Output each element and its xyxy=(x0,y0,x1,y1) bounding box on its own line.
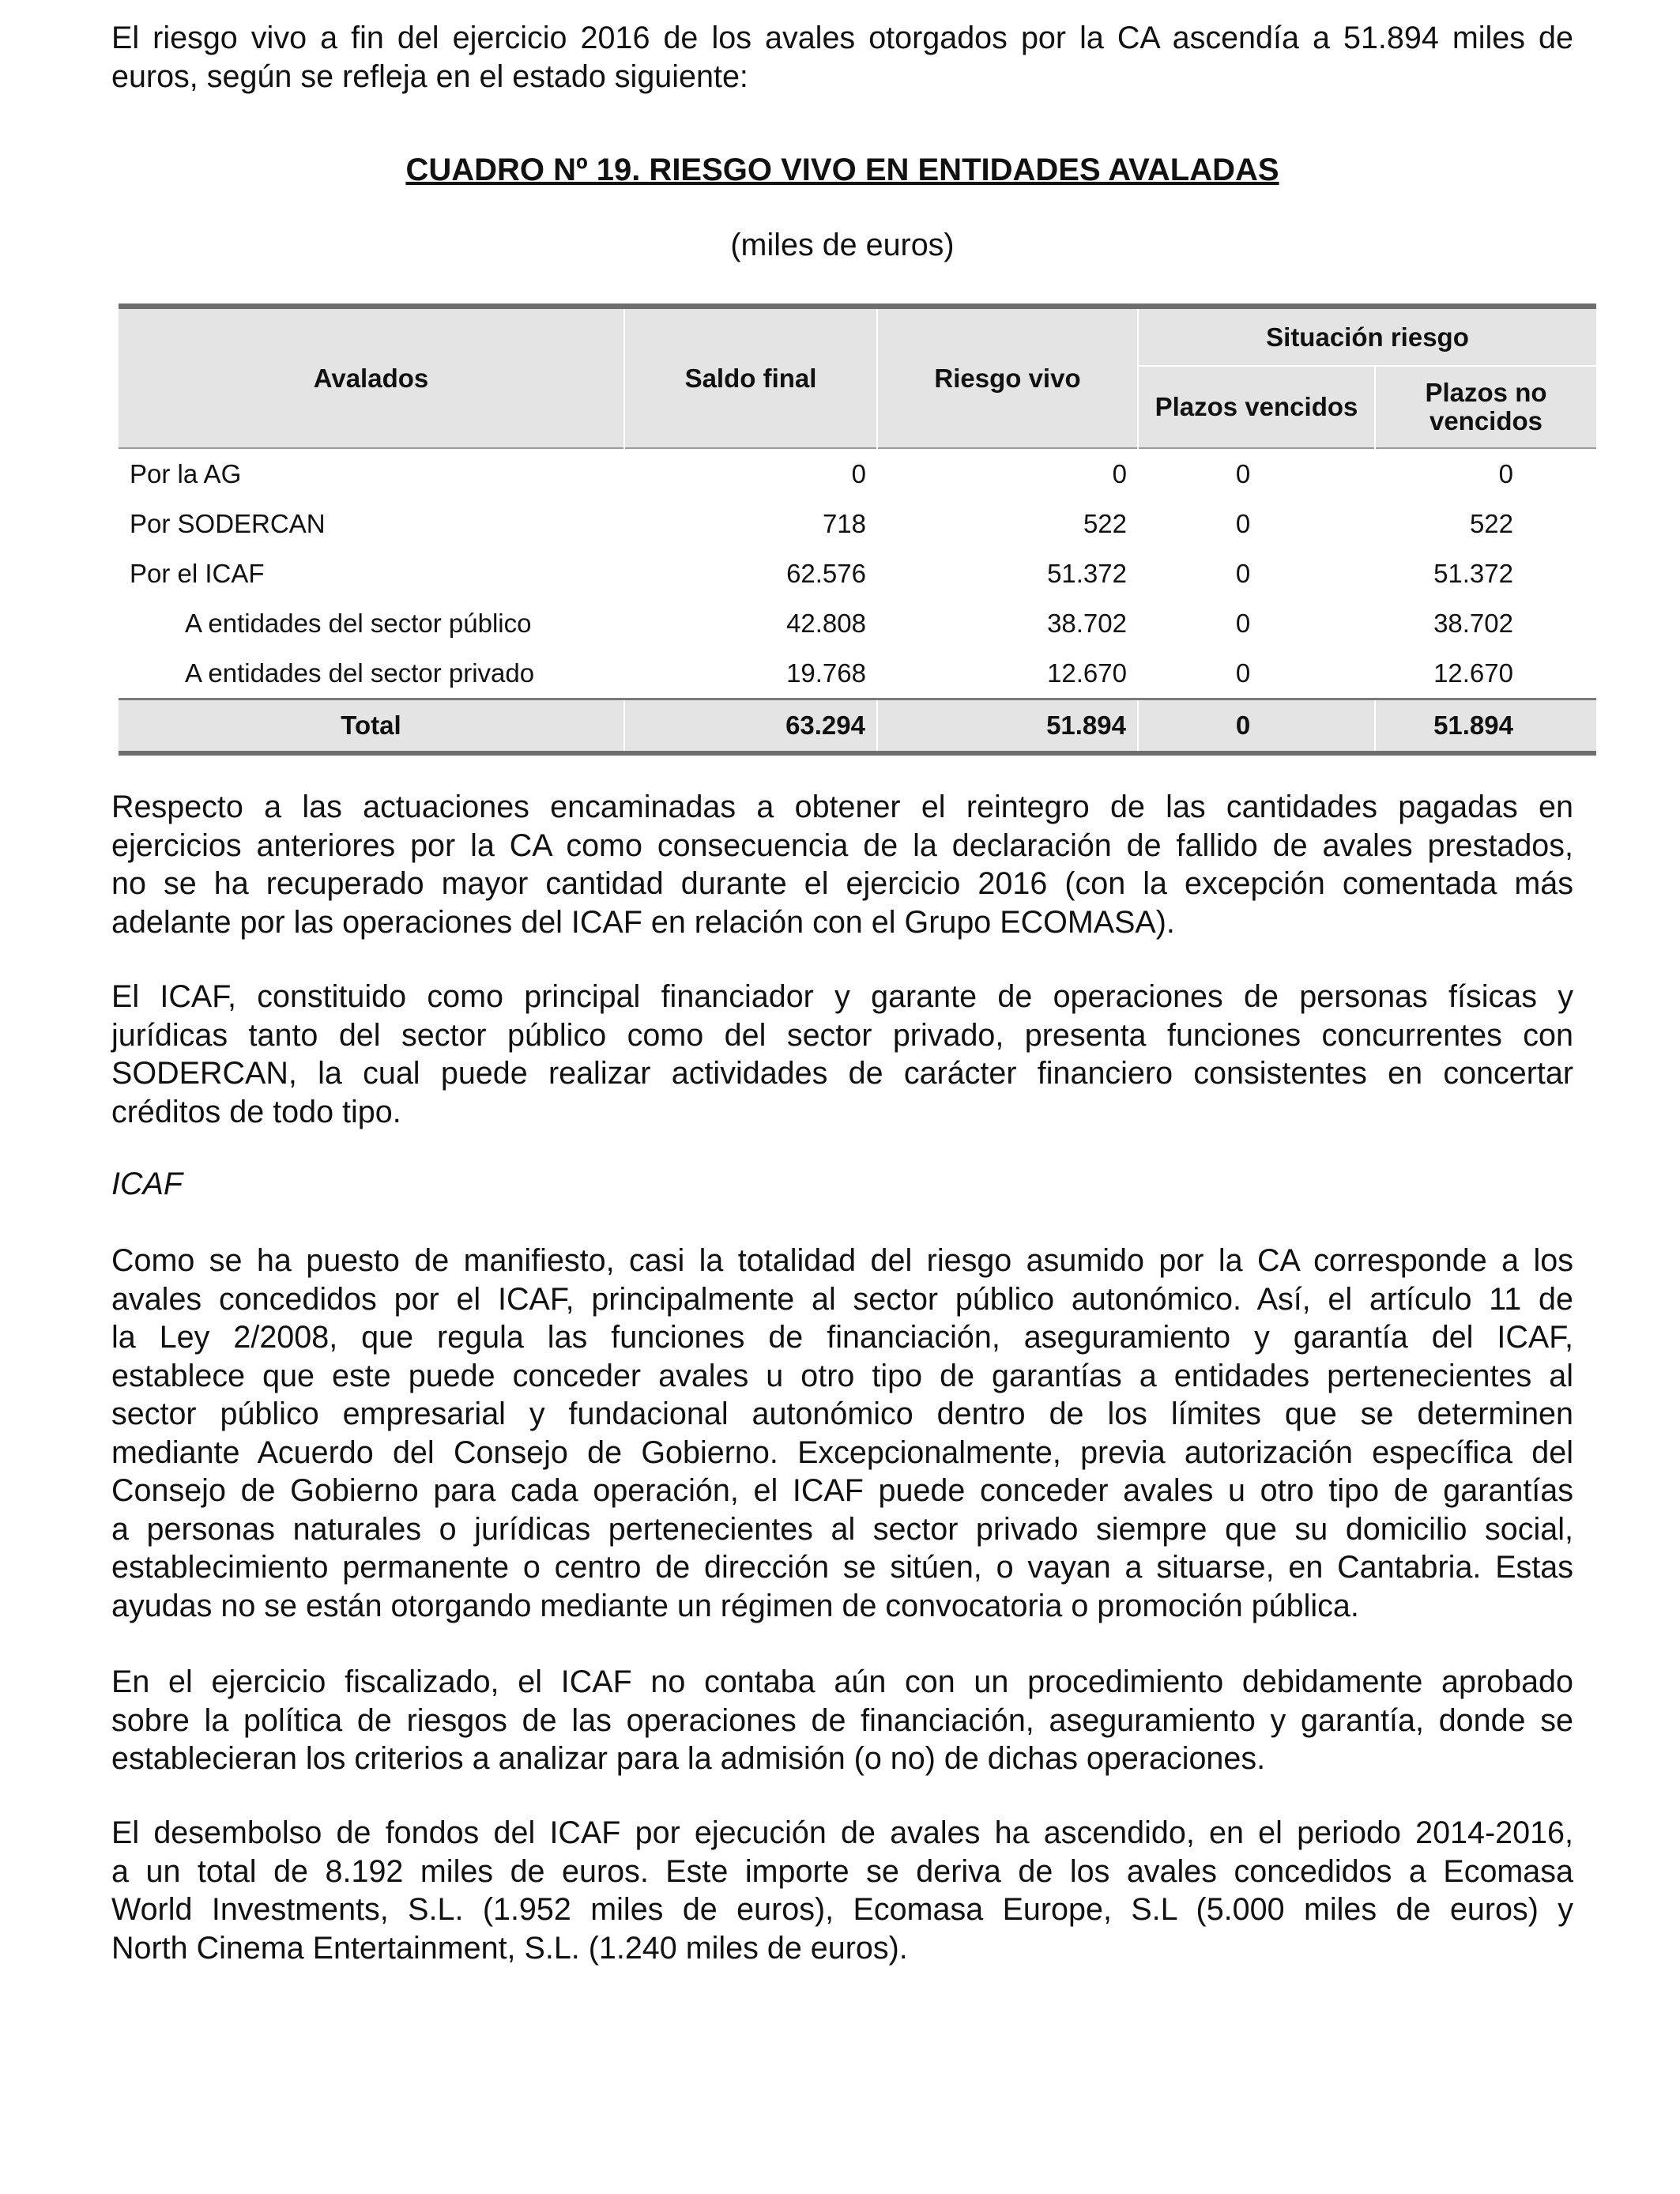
paragraph-line: establecimiento permanente o centro de dirección se sitúen, o vayan a situarse, en Cantabria. Estas xyxy=(111,1550,1573,1585)
total-saldo-final: 63.294 xyxy=(624,699,877,754)
table-row xyxy=(119,548,1596,598)
table-row xyxy=(119,598,1596,648)
cell-plazos-no-vencidos: 522 xyxy=(1469,508,1513,538)
paragraph-riesgo-icaf xyxy=(111,1242,1573,1625)
paragraph-procedimiento xyxy=(111,1663,1573,1778)
paragraph-line: En el ejercicio fiscalizado, el ICAF no contaba aún con un procedimiento debidamente aprobado xyxy=(111,1664,1573,1699)
header-saldo-final: Saldo final xyxy=(624,307,877,449)
total-plazos-no-vencidos: 51.894 xyxy=(1375,699,1596,754)
paragraph-line: mediante Acuerdo del Consejo de Gobierno. Excepcionalmente, previa autorización específica del xyxy=(111,1434,1573,1470)
total-riesgo-vivo: 51.894 xyxy=(877,699,1138,754)
paragraph-line: El ICAF, constituido como principal financiador y garante de operaciones de personas físicas y xyxy=(111,979,1573,1014)
intro-line: euros, según se refleja en el estado siguiente: xyxy=(111,58,748,94)
paragraph-line: Respecto a las actuaciones encaminadas a obtener el reintegro de las cantidades pagadas en xyxy=(111,790,1573,824)
intro-paragraph xyxy=(111,19,1573,96)
risk-table xyxy=(119,303,1596,756)
paragraph-line: North Cinema Entertainment, S.L. (1.240 miles de euros). xyxy=(111,1930,908,1966)
paragraph-line: sector público empresarial y fundacional autonómico dentro de los límites que se determinen xyxy=(111,1397,1573,1431)
cell-saldo-final: 19.768 xyxy=(786,658,866,688)
row-label: Por SODERCAN xyxy=(130,508,326,538)
paragraph-line: créditos de todo tipo. xyxy=(111,1094,401,1129)
paragraph-desembolso xyxy=(111,1814,1573,1967)
paragraph-reintegro xyxy=(111,788,1573,941)
paragraph-line: adelante por las operaciones del ICAF en relación con el Grupo ECOMASA). xyxy=(111,904,1175,940)
intro-line: El riesgo vivo a fin del ejercicio 2016 de los avales otorgados por la CA ascendía a 51.894 miles de xyxy=(111,21,1573,55)
cell-plazos-vencidos: 0 xyxy=(1235,658,1251,688)
paragraph-line: la Ley 2/2008, que regula las funciones de financiación, aseguramiento y garantía del ICAF, xyxy=(111,1320,1573,1355)
row-label: A entidades del sector privado xyxy=(185,658,535,688)
cell-plazos-no-vencidos: 51.372 xyxy=(1433,558,1513,588)
table-row xyxy=(119,648,1596,699)
paragraph-line: ayudas no se están otorgando mediante un régimen de convocatoria o promoción pública. xyxy=(111,1588,1359,1623)
paragraph-line: World Investments, S.L. (1.952 miles de euros), Ecomasa Europe, S.L (5.000 miles de euros) y xyxy=(111,1892,1573,1927)
cell-plazos-no-vencidos: 0 xyxy=(1375,448,1596,499)
paragraph-line: no se ha recuperado mayor cantidad durante el ejercicio 2016 (con la excepción comentada más xyxy=(111,866,1573,901)
header-riesgo-vivo: Riesgo vivo xyxy=(877,307,1138,449)
paragraph-line: El desembolso de fondos del ICAF por ejecución de avales ha ascendido, en el periodo 2014-2016, xyxy=(111,1815,1573,1850)
cell-riesgo-vivo: 12.670 xyxy=(1047,658,1127,688)
total-label: Total xyxy=(119,699,624,754)
table-caption: CUADRO Nº 19. RIESGO VIVO EN ENTIDADES AVALADAS xyxy=(405,153,1279,187)
cell-plazos-no-vencidos: 38.702 xyxy=(1433,608,1513,638)
row-label: A entidades del sector público xyxy=(185,608,532,638)
row-label: Por la AG xyxy=(119,448,624,499)
table-units: (miles de euros) xyxy=(730,228,955,262)
paragraph-line: establecieran los criterios a analizar para la admisión (o no) de dichas operaciones. xyxy=(111,1741,1266,1776)
cell-saldo-final: 718 xyxy=(822,508,866,538)
cell-saldo-final: 62.576 xyxy=(786,558,866,588)
cell-plazos-vencidos: 0 xyxy=(1235,558,1251,588)
paragraph-line: jurídicas tanto del sector público como del sector privado, presenta funciones concurrentes con xyxy=(111,1017,1573,1053)
paragraph-line: Consejo de Gobierno para cada operación, el ICAF puede conceder avales u otro tipo de garantías xyxy=(111,1473,1573,1508)
cell-riesgo-vivo: 51.372 xyxy=(1047,558,1127,588)
paragraph-line: ejercicios anteriores por la CA como consecuencia de la declaración de fallido de avales prestados, xyxy=(111,827,1573,863)
cell-plazos-vencidos: 0 xyxy=(1235,508,1251,538)
cell-riesgo-vivo: 38.702 xyxy=(1047,608,1127,638)
cell-saldo-final: 0 xyxy=(624,448,877,499)
total-row xyxy=(119,699,1596,754)
cell-saldo-final: 42.808 xyxy=(786,608,866,638)
header-plazos-vencidos: Plazos vencidos xyxy=(1138,366,1375,448)
section-title-icaf: ICAF xyxy=(111,1167,183,1201)
cell-riesgo-vivo: 0 xyxy=(877,448,1138,499)
paragraph-line: a un total de 8.192 miles de euros. Este importe se deriva de los avales concedidos a Ecomasa xyxy=(111,1853,1573,1889)
paragraph-icaf-funciones xyxy=(111,978,1573,1131)
header-situacion-riesgo: Situación riesgo xyxy=(1138,307,1596,367)
cell-plazos-vencidos: 0 xyxy=(1235,608,1251,638)
paragraph-line: a personas naturales o jurídicas pertenecientes al sector privado siempre que su domicilio social, xyxy=(111,1511,1573,1547)
cell-plazos-no-vencidos: 12.670 xyxy=(1433,658,1513,688)
header-avalados: Avalados xyxy=(119,307,624,449)
cell-plazos-vencidos: 0 xyxy=(1138,448,1375,499)
row-label: Por el ICAF xyxy=(130,558,265,588)
paragraph-line: SODERCAN, la cual puede realizar actividades de carácter financiero consistentes en concertar xyxy=(111,1056,1573,1091)
paragraph-line: Como se ha puesto de manifiesto, casi la totalidad del riesgo asumido por la CA corresponde a los xyxy=(111,1243,1573,1278)
table-row xyxy=(119,499,1596,548)
paragraph-line: establece que este puede conceder avales u otro tipo de garantías a entidades pertenecientes al xyxy=(111,1358,1573,1393)
cell-riesgo-vivo: 522 xyxy=(1083,508,1127,538)
header-plazos-no-vencidos: Plazos no vencidos xyxy=(1375,366,1596,448)
paragraph-line: avales concedidos por el ICAF, principalmente al sector público autonómico. Así, el artículo 11 de xyxy=(111,1281,1573,1317)
table-row xyxy=(119,448,1596,499)
total-plazos-vencidos: 0 xyxy=(1138,699,1375,754)
paragraph-line: sobre la política de riesgos de las operaciones de financiación, aseguramiento y garantía, donde se xyxy=(111,1702,1573,1738)
